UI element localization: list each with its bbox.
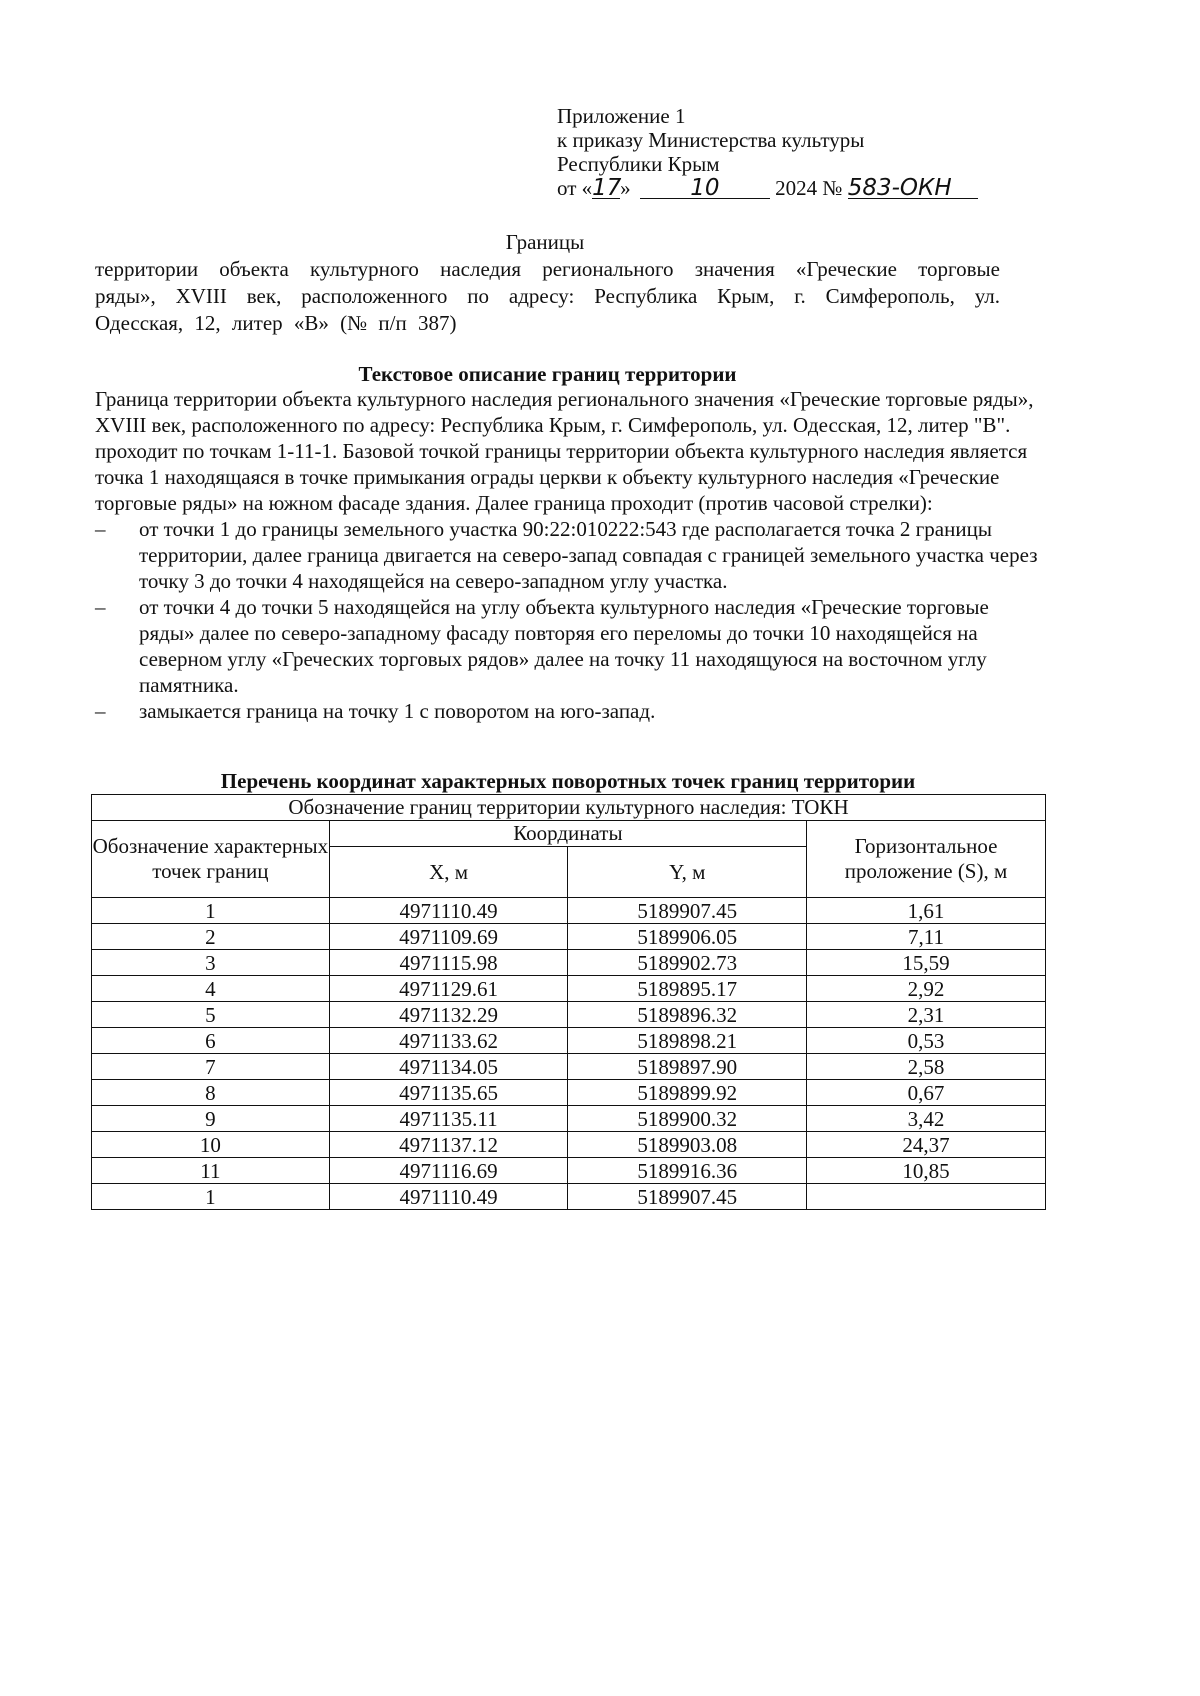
table-row (92, 1080, 1046, 1106)
table-row (92, 1158, 1046, 1184)
y-cell: 5189898.21 (568, 1028, 807, 1054)
distance-cell: 1,61 (807, 898, 1046, 924)
point-cell: 11 (92, 1158, 330, 1184)
list-item (95, 516, 1045, 594)
section-heading: Текстовое описание границ территории (358, 362, 737, 386)
header-y: Y, м (568, 847, 807, 898)
point-cell: 9 (92, 1106, 330, 1132)
distance-cell: 7,11 (807, 924, 1046, 950)
table-row (92, 898, 1046, 924)
list-dash: – (95, 699, 106, 723)
distance-cell: 2,31 (807, 1002, 1046, 1028)
x-cell: 4971132.29 (329, 1002, 568, 1028)
y-cell: 5189903.08 (568, 1132, 807, 1158)
list-item (95, 594, 1045, 698)
order-month: 10 (640, 178, 770, 199)
y-cell: 5189906.05 (568, 924, 807, 950)
table-caption: Обозначение границ территории культурного наследия: ТОКН (92, 795, 1046, 821)
header-coordinates: Координаты (329, 821, 806, 847)
point-cell: 3 (92, 950, 330, 976)
y-cell: 5189897.90 (568, 1054, 807, 1080)
description-text: Граница территории объекта культурного наследия регионального значения «Греческие торговые ряды», XVIII век, расположенного по адресу: Республика Крым, г. Симферополь, ул. Одесская, 12, литер "В". проходит по точкам 1-11-1. Базовой точкой границы территории объекта культурного наследия является точка 1 находящаяся в точке примыкания ограды церкви к объекту культурного наследия «Греческие торговые ряды» на южном фасаде здания. Далее граница проходит (против часовой стрелки): (95, 387, 1034, 515)
point-cell: 1 (92, 898, 330, 924)
table-row (92, 950, 1046, 976)
document-title: Границы (505, 230, 585, 254)
table-row (92, 1106, 1046, 1132)
order-year: 2024 № (775, 176, 843, 200)
y-cell: 5189900.32 (568, 1106, 807, 1132)
distance-cell: 24,37 (807, 1132, 1046, 1158)
distance-cell: 15,59 (807, 950, 1046, 976)
header-x: X, м (329, 847, 568, 898)
table-row (92, 1132, 1046, 1158)
point-cell: 4 (92, 976, 330, 1002)
appendix-label: Приложение 1 (557, 104, 686, 128)
distance-cell: 2,58 (807, 1054, 1046, 1080)
table-row (92, 1054, 1046, 1080)
date-mid: » (620, 176, 631, 200)
x-cell: 4971133.62 (329, 1028, 568, 1054)
distance-cell: 2,92 (807, 976, 1046, 1002)
distance-cell: 0,67 (807, 1080, 1046, 1106)
distance-cell: 0,53 (807, 1028, 1046, 1054)
distance-cell (807, 1184, 1046, 1210)
table-row (92, 1184, 1046, 1210)
x-cell: 4971129.61 (329, 976, 568, 1002)
point-cell: 10 (92, 1132, 330, 1158)
x-cell: 4971135.65 (329, 1080, 568, 1106)
description-block (95, 386, 1045, 724)
point-cell: 6 (92, 1028, 330, 1054)
header-distance: Горизонтальное проложение (S), м (807, 821, 1046, 898)
table-row (92, 1002, 1046, 1028)
x-cell: 4971115.98 (329, 950, 568, 976)
y-cell: 5189907.45 (568, 1184, 807, 1210)
point-cell: 8 (92, 1080, 330, 1106)
republic-label: Республики Крым (557, 152, 720, 176)
list-dash: – (95, 595, 106, 619)
order-date-line (557, 176, 978, 200)
order-number: 583-ОКН (848, 178, 978, 199)
point-cell: 2 (92, 924, 330, 950)
table-row (92, 1028, 1046, 1054)
point-cell: 1 (92, 1184, 330, 1210)
point-cell: 5 (92, 1002, 330, 1028)
table-row (92, 924, 1046, 950)
list-item (95, 698, 1045, 724)
x-cell: 4971110.49 (329, 898, 568, 924)
x-cell: 4971116.69 (329, 1158, 568, 1184)
distance-cell: 10,85 (807, 1158, 1046, 1184)
table-row (92, 976, 1046, 1002)
x-cell: 4971110.49 (329, 1184, 568, 1210)
order-label: к приказу Министерства культуры (557, 128, 865, 152)
y-cell: 5189896.32 (568, 1002, 807, 1028)
list-item-text: замыкается граница на точку 1 с поворотом на юго-запад. (139, 699, 656, 723)
y-cell: 5189907.45 (568, 898, 807, 924)
table-title: Перечень координат характерных поворотных точек границ территории (220, 769, 916, 793)
x-cell: 4971135.11 (329, 1106, 568, 1132)
point-cell: 7 (92, 1054, 330, 1080)
list-item-text: от точки 1 до границы земельного участка 90:22:010222:543 где располагается точка 2 границы территории, далее граница двигается на северо-запад совпадая с границей земельного участка через точку 3 до точки 4 находящейся на северо-западном углу участка. (139, 517, 1038, 593)
document-subtitle: территории объекта культурного наследия регионального значения «Греческие торговые ряды», XVIII век, расположенного по адресу: Республика Крым, г. Симферополь, ул. Одесская, 12, литер «В» (№ п/п 387) (95, 257, 1000, 335)
list-item-text: от точки 4 до точки 5 находящейся на углу объекта культурного наследия «Греческие торговые ряды» далее по северо-западному фасаду повторяя его переломы до точки 10 находящейся на северном углу «Греческих торговых рядов» далее на точку 11 находящуюся на восточном углу памятника. (139, 595, 989, 697)
y-cell: 5189902.73 (568, 950, 807, 976)
header-point: Обозначение характерных точек границ (92, 821, 330, 898)
list-dash: – (95, 517, 106, 541)
y-cell: 5189899.92 (568, 1080, 807, 1106)
date-prefix: от « (557, 176, 593, 200)
appendix-header (557, 104, 978, 200)
y-cell: 5189895.17 (568, 976, 807, 1002)
order-day: 17 (592, 175, 622, 201)
distance-cell: 3,42 (807, 1106, 1046, 1132)
x-cell: 4971109.69 (329, 924, 568, 950)
y-cell: 5189916.36 (568, 1158, 807, 1184)
coordinates-table (91, 794, 1046, 1210)
x-cell: 4971134.05 (329, 1054, 568, 1080)
x-cell: 4971137.12 (329, 1132, 568, 1158)
